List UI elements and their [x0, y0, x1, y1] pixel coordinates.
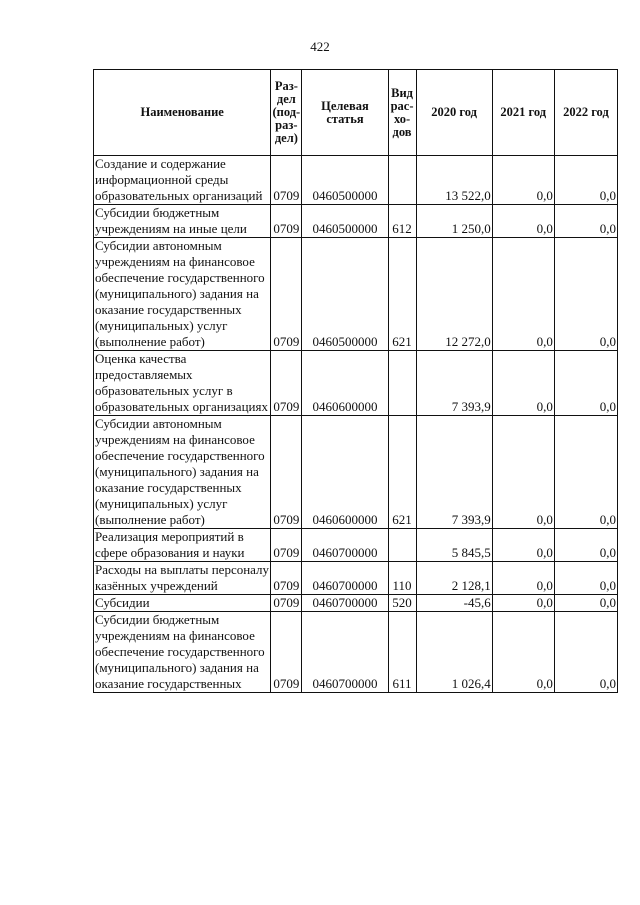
header-year-2022: 2022 год	[554, 70, 617, 156]
row-razdel: 0709	[271, 529, 302, 562]
row-2020: 1 250,0	[416, 205, 492, 238]
table-row	[94, 205, 618, 238]
header-name: Наименование	[94, 70, 271, 156]
row-2022: 0,0	[554, 612, 617, 693]
table-row	[94, 529, 618, 562]
row-razdel: 0709	[271, 238, 302, 351]
row-2021: 0,0	[492, 416, 554, 529]
row-expense-type: 621	[388, 416, 416, 529]
row-razdel: 0709	[271, 562, 302, 595]
row-2021: 0,0	[492, 238, 554, 351]
table-row	[94, 612, 618, 693]
row-2022: 0,0	[554, 238, 617, 351]
row-name: Субсидии автономным учреждениям на финансовое обеспечение государственного (муниципального) задания на оказание государственных (муниципальных) услуг (выполнение работ)	[94, 416, 271, 529]
row-razdel: 0709	[271, 156, 302, 205]
row-name: Оценка качества предоставляемых образовательных услуг в образовательных организациях	[94, 351, 271, 416]
row-2020: 1 026,4	[416, 612, 492, 693]
header-expense-type: Вид рас-хо-дов	[388, 70, 416, 156]
table-row	[94, 238, 618, 351]
row-expense-type: 612	[388, 205, 416, 238]
row-expense-type	[388, 156, 416, 205]
row-2020: 2 128,1	[416, 562, 492, 595]
row-razdel: 0709	[271, 612, 302, 693]
row-target-article: 0460700000	[302, 529, 388, 562]
row-expense-type: 611	[388, 612, 416, 693]
table-header-row	[94, 70, 618, 156]
row-2021: 0,0	[492, 562, 554, 595]
row-2021: 0,0	[492, 205, 554, 238]
row-target-article: 0460500000	[302, 156, 388, 205]
page-number: 422	[310, 39, 330, 54]
row-target-article: 0460700000	[302, 595, 388, 612]
row-name: Реализация мероприятий в сфере образования и науки	[94, 529, 271, 562]
table-row	[94, 351, 618, 416]
row-expense-type: 520	[388, 595, 416, 612]
header-razdel: Раз-дел (под-раз-дел)	[271, 70, 302, 156]
row-2022: 0,0	[554, 205, 617, 238]
row-2022: 0,0	[554, 416, 617, 529]
row-target-article: 0460700000	[302, 612, 388, 693]
row-name: Расходы на выплаты персоналу казённых учреждений	[95, 562, 270, 593]
row-expense-type: 621	[388, 238, 416, 351]
row-2022: 0,0	[554, 595, 617, 612]
row-razdel: 0709	[271, 595, 302, 612]
row-target-article: 0460500000	[302, 205, 388, 238]
row-name: Субсидии бюджетным учреждениям на иные цели	[94, 205, 271, 238]
row-target-article: 0460700000	[302, 562, 388, 595]
header-target-article: Целевая статья	[302, 70, 388, 156]
row-target-article: 0460600000	[302, 351, 388, 416]
table-row	[94, 562, 618, 595]
row-2022: 0,0	[554, 156, 617, 205]
row-name: Субсидии автономным учреждениям на финансовое обеспечение государственного (муниципального) задания на оказание государственных (муниципальных) услуг (выполнение работ)	[94, 238, 271, 351]
row-2021: 0,0	[492, 529, 554, 562]
row-razdel: 0709	[271, 205, 302, 238]
header-year-2020: 2020 год	[416, 70, 492, 156]
header-year-2021: 2021 год	[492, 70, 554, 156]
row-target-article: 0460500000	[302, 238, 388, 351]
row-2021: 0,0	[492, 156, 554, 205]
row-2021: 0,0	[492, 351, 554, 416]
row-2020: 13 522,0	[416, 156, 492, 205]
table-row	[94, 416, 618, 529]
row-2022: 0,0	[554, 351, 617, 416]
row-2022: 0,0	[554, 562, 617, 595]
row-name: Субсидии	[94, 595, 271, 612]
budget-table	[93, 69, 618, 693]
row-2021: 0,0	[492, 612, 554, 693]
row-2020: 12 272,0	[416, 238, 492, 351]
row-razdel: 0709	[271, 351, 302, 416]
row-2020: 7 393,9	[416, 351, 492, 416]
row-name: Создание и содержание информационной среды образовательных организаций	[94, 156, 271, 205]
row-expense-type: 110	[388, 562, 416, 595]
row-expense-type	[388, 529, 416, 562]
row-2021: 0,0	[492, 595, 554, 612]
table-row	[94, 156, 618, 205]
row-2022: 0,0	[554, 529, 617, 562]
row-razdel: 0709	[271, 416, 302, 529]
row-2020: -45,6	[416, 595, 492, 612]
row-2020: 5 845,5	[416, 529, 492, 562]
row-target-article: 0460600000	[302, 416, 388, 529]
row-name: Субсидии бюджетным учреждениям на финансовое обеспечение государственного (муниципального) задания на оказание государственных	[94, 612, 271, 693]
row-expense-type	[388, 351, 416, 416]
row-2020: 7 393,9	[416, 416, 492, 529]
table-row	[94, 595, 618, 612]
